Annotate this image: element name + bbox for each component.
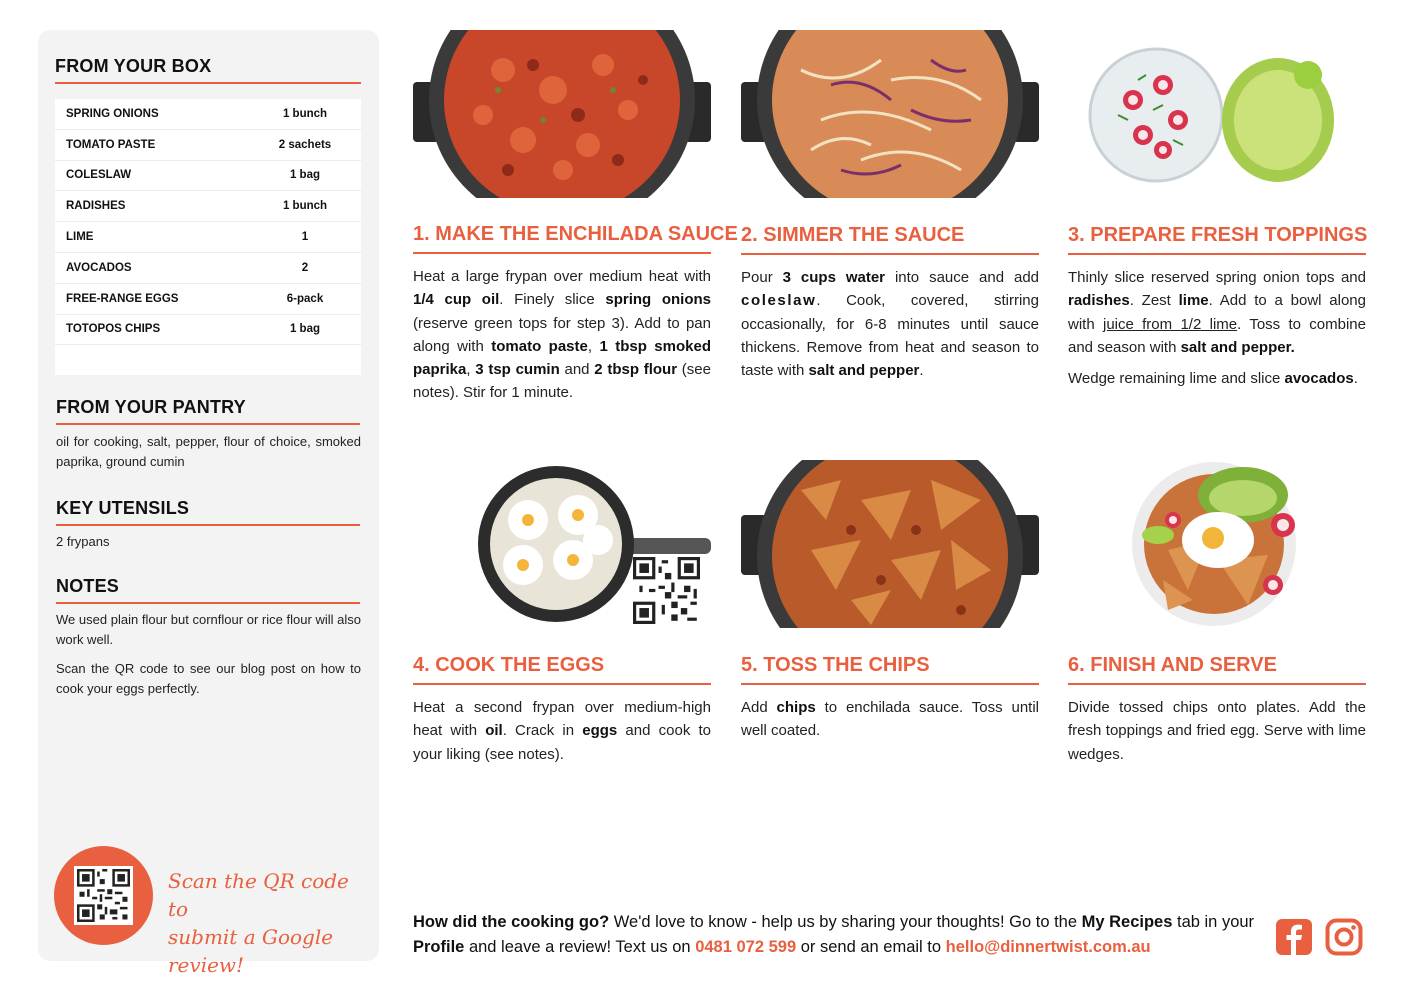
pantry-text: oil for cooking, salt, pepper, flour of choice, smoked paprika, ground cumin [56,434,361,469]
step-5-photo [741,460,1039,628]
ingredient-qty: 1 bag [289,169,321,182]
ingredient-qty: 1 bag [289,323,321,336]
section-divider [741,253,1039,255]
from-your-box-title: FROM YOUR BOX [55,56,212,76]
step-6-body [1068,696,1366,766]
step-3-title: 3. PREPARE FRESH TOPPINGS [1068,224,1368,246]
ingredient-name: SPRING ONIONS [66,107,159,120]
step-6-title: 6. FINISH AND SERVE [1068,654,1277,676]
ingredient-qty: 2 sachets [278,138,332,151]
ingredient-name: RADISHES [66,200,126,213]
step-3-photo [1068,30,1366,198]
ingredient-name: LIME [66,231,94,244]
review-qr-badge[interactable] [54,846,153,945]
ingredient-qty: 1 [301,231,309,244]
utensils-text: 2 frypans [56,534,110,549]
ingredient-name: TOMATO PASTE [66,138,156,151]
step-2-title: 2. SIMMER THE SAUCE [741,224,965,246]
section-divider [413,683,711,685]
section-divider [56,602,360,604]
instagram-icon[interactable] [1325,918,1363,956]
ingredient-name: COLESLAW [66,169,132,182]
step-2-body [741,266,1039,382]
section-divider [55,82,361,84]
profile-label: Profile [413,938,465,956]
step-6-photo [1068,460,1366,628]
ingredient-row [55,222,361,253]
step-paragraph: Divide tossed chips onto plates. Add the fresh toppings and fried egg. Serve with lime wedges. [1068,699,1366,763]
section-divider [1068,253,1366,255]
ingredient-row [55,161,361,192]
ingredient-name: AVOCADOS [66,261,132,274]
qr-code-icon[interactable] [633,557,700,624]
step-4-body [413,696,711,766]
ingredient-row [55,191,361,222]
step-paragraph: Heat a large frypan over medium heat with 1/4 cup oil. Finely slice spring onions (reserve green tops for step 3). Add to pan along with tomato paste, 1 tbsp smoked paprika, 3 tsp cumin and 2 tbsp flour (see notes). Stir for 1 minute. [413,268,711,402]
step-2-photo [741,30,1039,198]
step-5-body [741,696,1039,743]
section-divider [1068,683,1366,685]
ingredient-qty: 1 bunch [282,107,328,120]
ingredient-row [55,284,361,315]
review-cta-text: Scan the QR code to submit a Google review! [168,869,349,977]
feedback-question: How did the cooking go? [413,913,610,931]
ingredient-name: FREE-RANGE EGGS [66,292,179,305]
feedback-footer: How did the cooking go? We'd love to know - help us by sharing your thoughts! Go to the My Recipes tab in your Profile and leave a review! Text us on 0481 072 599 or send an email to hello@dinnertwist.com.au [413,913,1255,956]
facebook-icon[interactable] [1275,918,1313,956]
step-paragraph: Thinly slice reserved spring onion tops and radishes. Zest lime. Add to a bowl along with juice from 1/2 lime. Toss to combine and season with salt and pepper. [1068,269,1366,356]
step-1-photo [413,30,711,198]
ingredient-row [55,253,361,284]
step-4-title: 4. COOK THE EGGS [413,654,605,676]
ingredient-qty: 1 bunch [282,200,328,213]
step-paragraph: Wedge remaining lime and slice avocados. [1068,370,1358,388]
qr-code-icon [74,866,133,925]
ingredient-qty: 6-pack [286,292,324,305]
step-1-title: 1. MAKE THE ENCHILADA SAUCE [413,223,738,245]
step-5-title: 5. TOSS THE CHIPS [741,654,930,676]
notes-text-2: Scan the QR code to see our blog post on how to cook your eggs perfectly. [56,661,361,696]
step-paragraph: Add chips to enchilada sauce. Toss until well coated. [741,699,1039,740]
section-divider [413,252,711,254]
section-divider [741,683,1039,685]
ingredient-qty: 2 [301,261,309,274]
notes-title: NOTES [56,576,120,596]
step-1-body [413,265,711,405]
my-recipes-label: My Recipes [1081,913,1173,931]
ingredient-name: TOTOPOS CHIPS [66,323,161,336]
ingredients-table [55,99,361,375]
phone-link[interactable]: 0481 072 599 [695,938,797,956]
ingredient-row [55,130,361,161]
notes-text-1: We used plain flour but cornflour or rice flour will also work well. [56,612,361,647]
section-divider [56,524,360,526]
ingredient-row [55,315,361,346]
section-divider [56,423,360,425]
step-3-body [1068,266,1366,390]
step-paragraph: Heat a second frypan over medium-high heat with oil. Crack in eggs and cook to your liking (see notes). [413,699,711,763]
from-your-pantry-title: FROM YOUR PANTRY [56,397,246,417]
ingredient-row [55,99,361,130]
email-link[interactable]: hello@dinnertwist.com.au [945,938,1151,956]
key-utensils-title: KEY UTENSILS [56,498,190,518]
step-paragraph: Pour 3 cups water into sauce and add coleslaw. Cook, covered, stirring occasionally, for 6-8 minutes until sauce thickens. Remove from heat and season to taste with salt and pepper. [741,269,1040,380]
